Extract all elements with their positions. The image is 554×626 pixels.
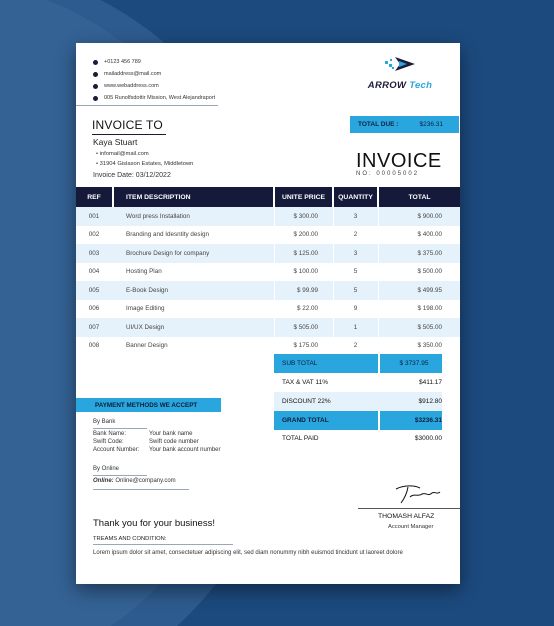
contact-web-text: www.webaddress.com xyxy=(104,83,159,89)
cell-description: Banner Design xyxy=(126,342,168,350)
total-due-value: $236.31 xyxy=(419,121,443,128)
account-number-label: Account Number: xyxy=(93,447,140,453)
cell-total: $ 350.00 xyxy=(417,342,442,350)
tax-row xyxy=(274,373,460,392)
invoice-date: Invoice Date: 03/12/2022 xyxy=(93,172,171,179)
cell-unit-price: $ 22.00 xyxy=(296,305,318,313)
sub-total-row xyxy=(274,354,460,373)
thank-you-message: Thank you for your business! xyxy=(93,518,215,529)
cell-unit-price: $ 505.00 xyxy=(293,323,318,331)
brand-name-part2: Tech xyxy=(409,80,433,91)
cell-quantity: 9 xyxy=(353,305,358,313)
table-row xyxy=(76,207,460,226)
invoice-paper xyxy=(76,43,460,584)
signer-name: THOMASH ALFAZ xyxy=(378,513,435,520)
bank-divider xyxy=(93,428,147,429)
invoice-to-heading: INVOICE TO xyxy=(92,118,163,132)
cell-quantity: 2 xyxy=(353,231,358,239)
cell-unit-price: $ 100.00 xyxy=(293,268,318,276)
cell-ref: 001 xyxy=(88,212,100,220)
sub-total-label: SUB TOTAL xyxy=(274,354,378,373)
cell-quantity: 1 xyxy=(353,323,358,331)
invoice-title: INVOICE xyxy=(356,150,442,172)
terms-heading: TREAMS AND CONDITION: xyxy=(93,536,167,542)
cell-ref: 002 xyxy=(88,231,100,239)
discount-label: DISCOUNT 22% xyxy=(282,397,331,405)
online-divider xyxy=(93,475,147,476)
total-paid-label: TOTAL PAID xyxy=(282,434,319,442)
grand-total-label: GRAND TOTAL xyxy=(274,411,378,430)
table-row xyxy=(76,244,460,263)
cell-ref: 003 xyxy=(88,249,100,257)
swift-code-value: Swift code number xyxy=(149,439,199,445)
tax-value: $411.17 xyxy=(418,378,442,386)
cell-unit-price: $ 125.00 xyxy=(293,249,318,257)
discount-row xyxy=(274,392,442,411)
header-total: TOTAL xyxy=(379,187,460,207)
cell-unit-price: $ 300.00 xyxy=(293,212,318,220)
cell-quantity: 5 xyxy=(353,286,358,294)
grand-total-value: $3236.31 xyxy=(378,411,442,430)
cell-quantity: 5 xyxy=(353,268,358,276)
client-email: • infomail@mail.com xyxy=(96,151,149,157)
contact-divider xyxy=(76,105,218,106)
contact-address xyxy=(93,95,215,101)
client-address-text: 31904 Gislason Estates, Middletown xyxy=(99,161,194,167)
grand-total-row xyxy=(274,411,460,430)
cell-description: Brochure Design for company xyxy=(126,249,210,257)
cell-total: $ 499.95 xyxy=(417,286,442,294)
cell-total: $ 198.00 xyxy=(417,305,442,313)
cell-total: $ 505.00 xyxy=(417,323,442,331)
arrow-logo-icon xyxy=(383,55,417,73)
table-header xyxy=(76,187,460,207)
terms-body: Lorem ipsum dolor sit amet, consectetuer adipiscing elit, sed diam nonummy nibh euismod tincidunt ut laoreet dolore xyxy=(93,550,403,556)
cell-total: $ 500.00 xyxy=(417,268,442,276)
invoice-to-underline xyxy=(92,134,166,135)
online-value: Online@company.com xyxy=(115,478,176,484)
table-row xyxy=(76,226,460,245)
table-row xyxy=(76,300,460,319)
cell-description: Image Editing xyxy=(126,305,165,313)
online-heading: By Online xyxy=(93,466,120,472)
mail-icon xyxy=(93,72,98,77)
client-name: Kaya Stuart xyxy=(93,137,138,147)
cell-ref: 004 xyxy=(88,268,100,276)
online-label: Online: xyxy=(93,478,114,484)
cell-description: Word press Installation xyxy=(126,212,190,220)
cell-total: $ 400.00 xyxy=(417,231,442,239)
tax-label: TAX & VAT 11% xyxy=(282,378,328,386)
sub-total-value: $ 3737.95 xyxy=(378,354,442,373)
bank-name-value: Your bank name xyxy=(149,431,193,437)
contact-email xyxy=(93,71,161,77)
header-unit-price: UNITE PRICE xyxy=(275,187,332,207)
contact-email-text: mailaddress@mail.com xyxy=(104,71,162,77)
table-row xyxy=(76,263,460,282)
online-payment xyxy=(93,478,176,484)
cell-description: E-Book Design xyxy=(126,286,168,294)
header-description: ITEM DESCRIPTION xyxy=(114,187,273,207)
cell-quantity: 2 xyxy=(353,342,358,350)
contact-web xyxy=(93,83,159,89)
total-due-banner xyxy=(350,116,459,133)
brand-name-part1: ARROW xyxy=(367,80,407,91)
payment-methods-heading: PAYMENT METHODS WE ACCEPT xyxy=(76,398,221,412)
cell-ref: 005 xyxy=(88,286,100,294)
client-email-text: infomail@mail.com xyxy=(99,151,149,157)
cell-unit-price: $ 200.00 xyxy=(293,231,318,239)
cell-ref: 006 xyxy=(88,305,100,313)
cell-total: $ 375.00 xyxy=(417,249,442,257)
cell-quantity: 3 xyxy=(353,249,358,257)
contact-phone xyxy=(93,59,141,65)
signature-line xyxy=(358,508,460,509)
brand-logo xyxy=(360,55,440,91)
discount-value: $912.80 xyxy=(418,397,442,405)
table-row xyxy=(76,337,460,356)
table-row xyxy=(76,318,460,337)
total-paid-value: $3000.00 xyxy=(414,434,442,442)
column-divider xyxy=(378,207,379,357)
contact-address-text: 005 Runolfsdottir Mission, West Alejandraport xyxy=(104,95,216,101)
cell-description: Branding and Idesntity design xyxy=(126,231,209,239)
account-number-value: Your bank account number xyxy=(149,447,221,453)
total-paid-row xyxy=(274,429,460,448)
cell-unit-price: $ 99.99 xyxy=(296,286,318,294)
cell-quantity: 3 xyxy=(353,212,358,220)
column-divider xyxy=(333,207,334,357)
terms-divider xyxy=(93,544,233,545)
payment-divider xyxy=(93,489,189,490)
cell-unit-price: $ 175.00 xyxy=(293,342,318,350)
swift-code-label: Swift Code: xyxy=(93,439,124,445)
location-icon xyxy=(93,96,98,101)
bank-name-label: Bank Name: xyxy=(93,431,127,437)
cell-description: Hosting Plan xyxy=(126,268,162,276)
header-ref: REF xyxy=(76,187,112,207)
header-quantity: QUANTITY xyxy=(334,187,377,207)
client-address: • 31904 Gislason Estates, Middletown xyxy=(96,161,194,167)
invoice-number: NO: 00005002 xyxy=(356,171,420,177)
cell-total: $ 900.00 xyxy=(417,212,442,220)
signer-role: Account Manager xyxy=(388,524,434,530)
cell-description: UI/UX Design xyxy=(126,323,165,331)
cell-ref: 008 xyxy=(88,342,100,350)
bank-heading: By Bank xyxy=(93,419,116,425)
cell-ref: 007 xyxy=(88,323,100,331)
total-due-label: TOTAL DUE : xyxy=(358,121,399,128)
phone-icon xyxy=(93,60,98,65)
table-row xyxy=(76,281,460,300)
signature-graphic xyxy=(394,483,442,505)
column-divider xyxy=(274,207,275,357)
brand-name xyxy=(360,80,440,91)
contact-phone-text: +0123 456 789 xyxy=(104,59,141,65)
globe-icon xyxy=(93,84,98,89)
